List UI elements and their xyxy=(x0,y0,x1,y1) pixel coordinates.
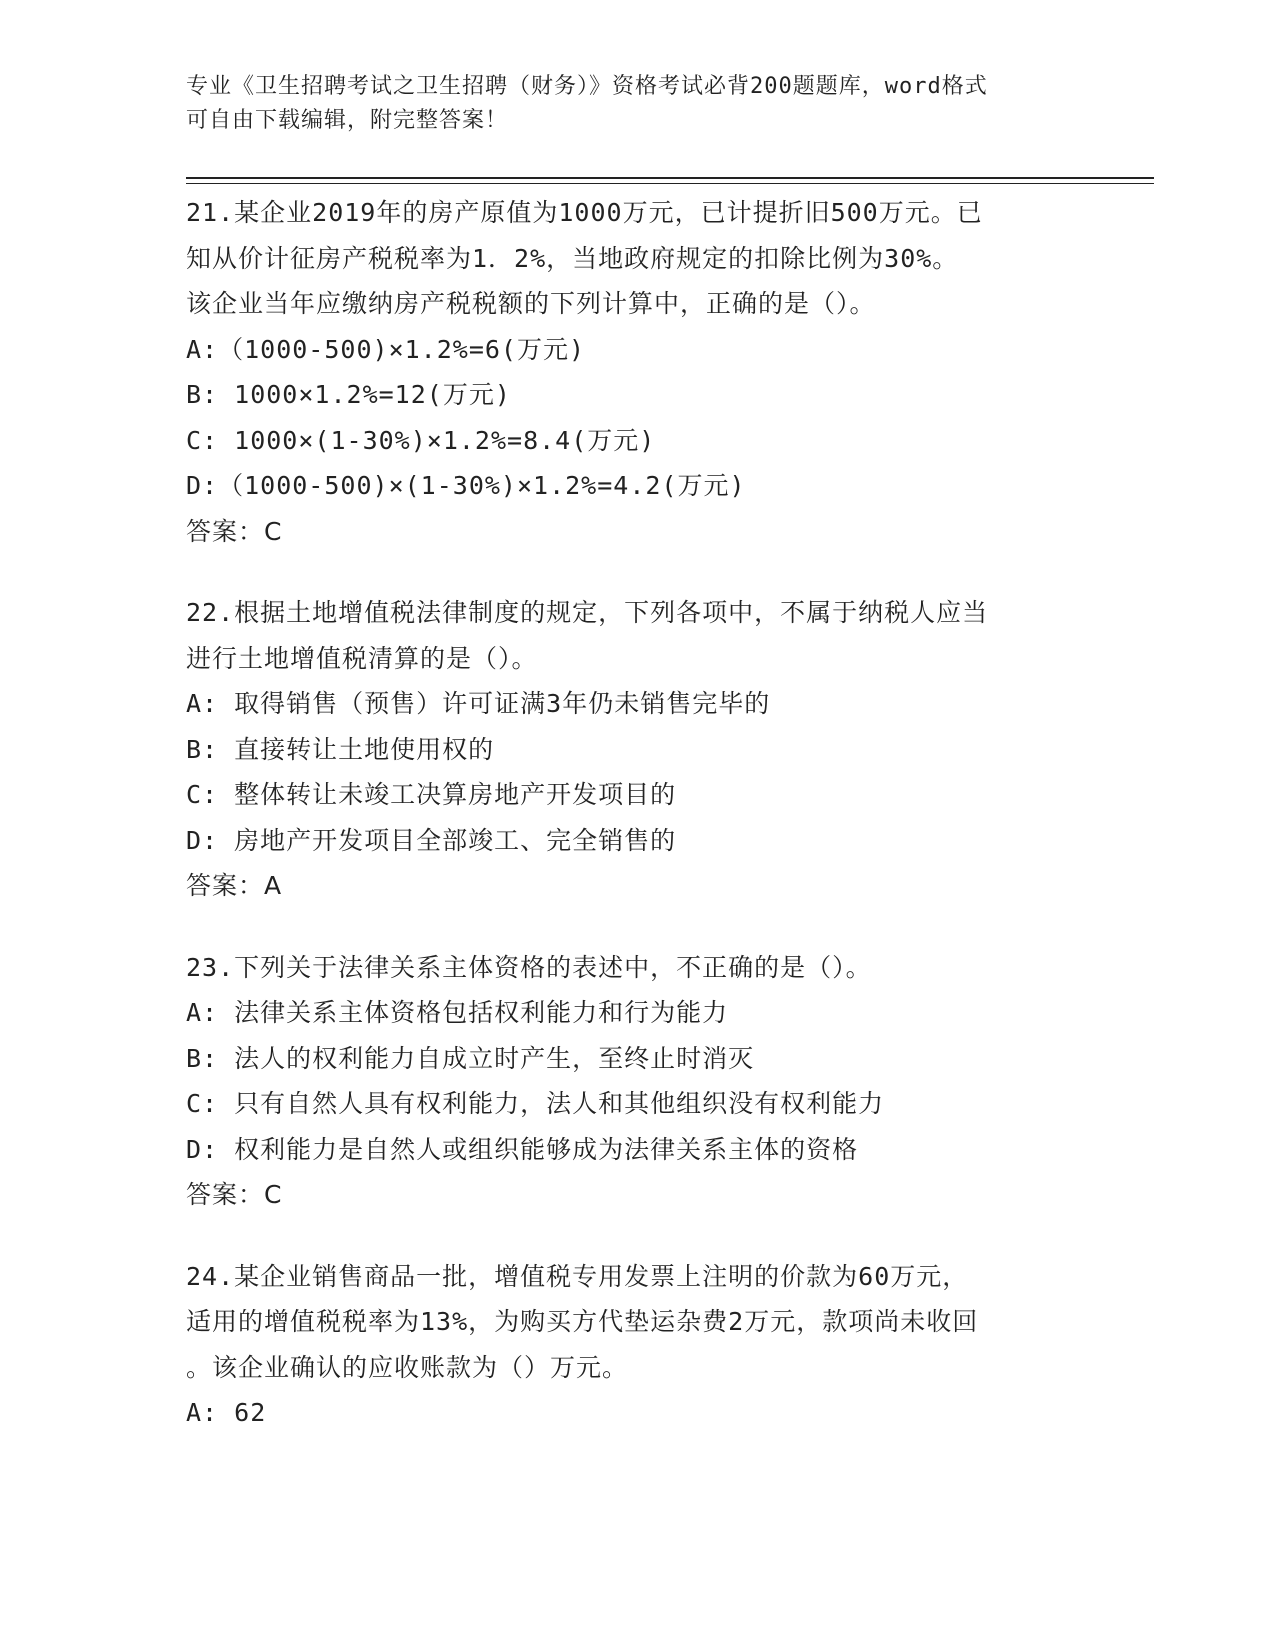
question-stem-line: 适用的增值税税率为13%，为购买方代垫运杂费2万元，款项尚未收回 xyxy=(186,1307,979,1336)
question-21 xyxy=(186,190,1146,554)
option-b: B: 直接转让土地使用权的 xyxy=(186,734,495,764)
option-d: D:（1000-500)×(1-30%)×1.2%=4.2(万元) xyxy=(186,471,746,500)
option-a: A: 取得销售（预售）许可证满3年仍未销售完毕的 xyxy=(186,689,771,718)
option-c: C: 整体转让未竣工决算房地产开发项目的 xyxy=(186,780,677,809)
answer-label: 答案：C xyxy=(186,516,283,546)
question-list xyxy=(186,190,1146,1472)
option-b: B: 法人的权利能力自成立时产生，至终止时消灭 xyxy=(186,1043,755,1073)
question-stem-line: 该企业当年应缴纳房产税税额的下列计算中，正确的是（）。 xyxy=(186,289,876,318)
question-stem-line: 23.下列关于法律关系主体资格的表述中，不正确的是（）。 xyxy=(186,952,872,982)
option-d: D: 权利能力是自然人或组织能够成为法律关系主体的资格 xyxy=(186,1134,859,1164)
header-divider-thick xyxy=(186,177,1154,179)
question-stem-line: 进行土地增值税清算的是（）。 xyxy=(186,643,538,673)
question-22 xyxy=(186,590,1146,909)
question-stem-line: 22.根据土地增值税法律制度的规定，下列各项中，不属于纳税人应当 xyxy=(186,598,989,627)
header-line-1: 专业《卫生招聘考试之卫生招聘（财务）》资格考试必背200题题库，word格式 xyxy=(186,74,988,99)
question-stem-line: 24.某企业销售商品一批，增值税专用发票上注明的价款为60万元， xyxy=(186,1261,969,1291)
question-stem-line: 知从价计征房产税税率为1．2%，当地政府规定的扣除比例为30%。 xyxy=(186,243,959,273)
question-23 xyxy=(186,945,1146,1218)
option-c: C: 1000×(1-30%)×1.2%=8.4(万元) xyxy=(186,425,656,455)
question-stem-line: 。该企业确认的应收账款为（）万元。 xyxy=(186,1352,629,1382)
question-24 xyxy=(186,1254,1146,1436)
answer-label: 答案：A xyxy=(186,871,283,900)
header-divider-thin xyxy=(186,183,1154,184)
option-a: A: 62 xyxy=(186,1398,267,1427)
question-stem-line: 21.某企业2019年的房产原值为1000万元，已计提折旧500万元。已 xyxy=(186,198,983,227)
option-c: C: 只有自然人具有权利能力，法人和其他组织没有权利能力 xyxy=(186,1089,885,1118)
option-a: A: 法律关系主体资格包括权利能力和行为能力 xyxy=(186,998,729,1027)
answer-label: 答案：C xyxy=(186,1180,283,1209)
document-header xyxy=(186,70,1086,138)
option-b: B: 1000×1.2%=12(万元) xyxy=(186,380,511,409)
header-line-2: 可自由下载编辑，附完整答案！ xyxy=(186,108,509,133)
option-d: D: 房地产开发项目全部竣工、完全销售的 xyxy=(186,825,677,855)
option-a: A:（1000-500)×1.2%=6(万元) xyxy=(186,334,586,364)
